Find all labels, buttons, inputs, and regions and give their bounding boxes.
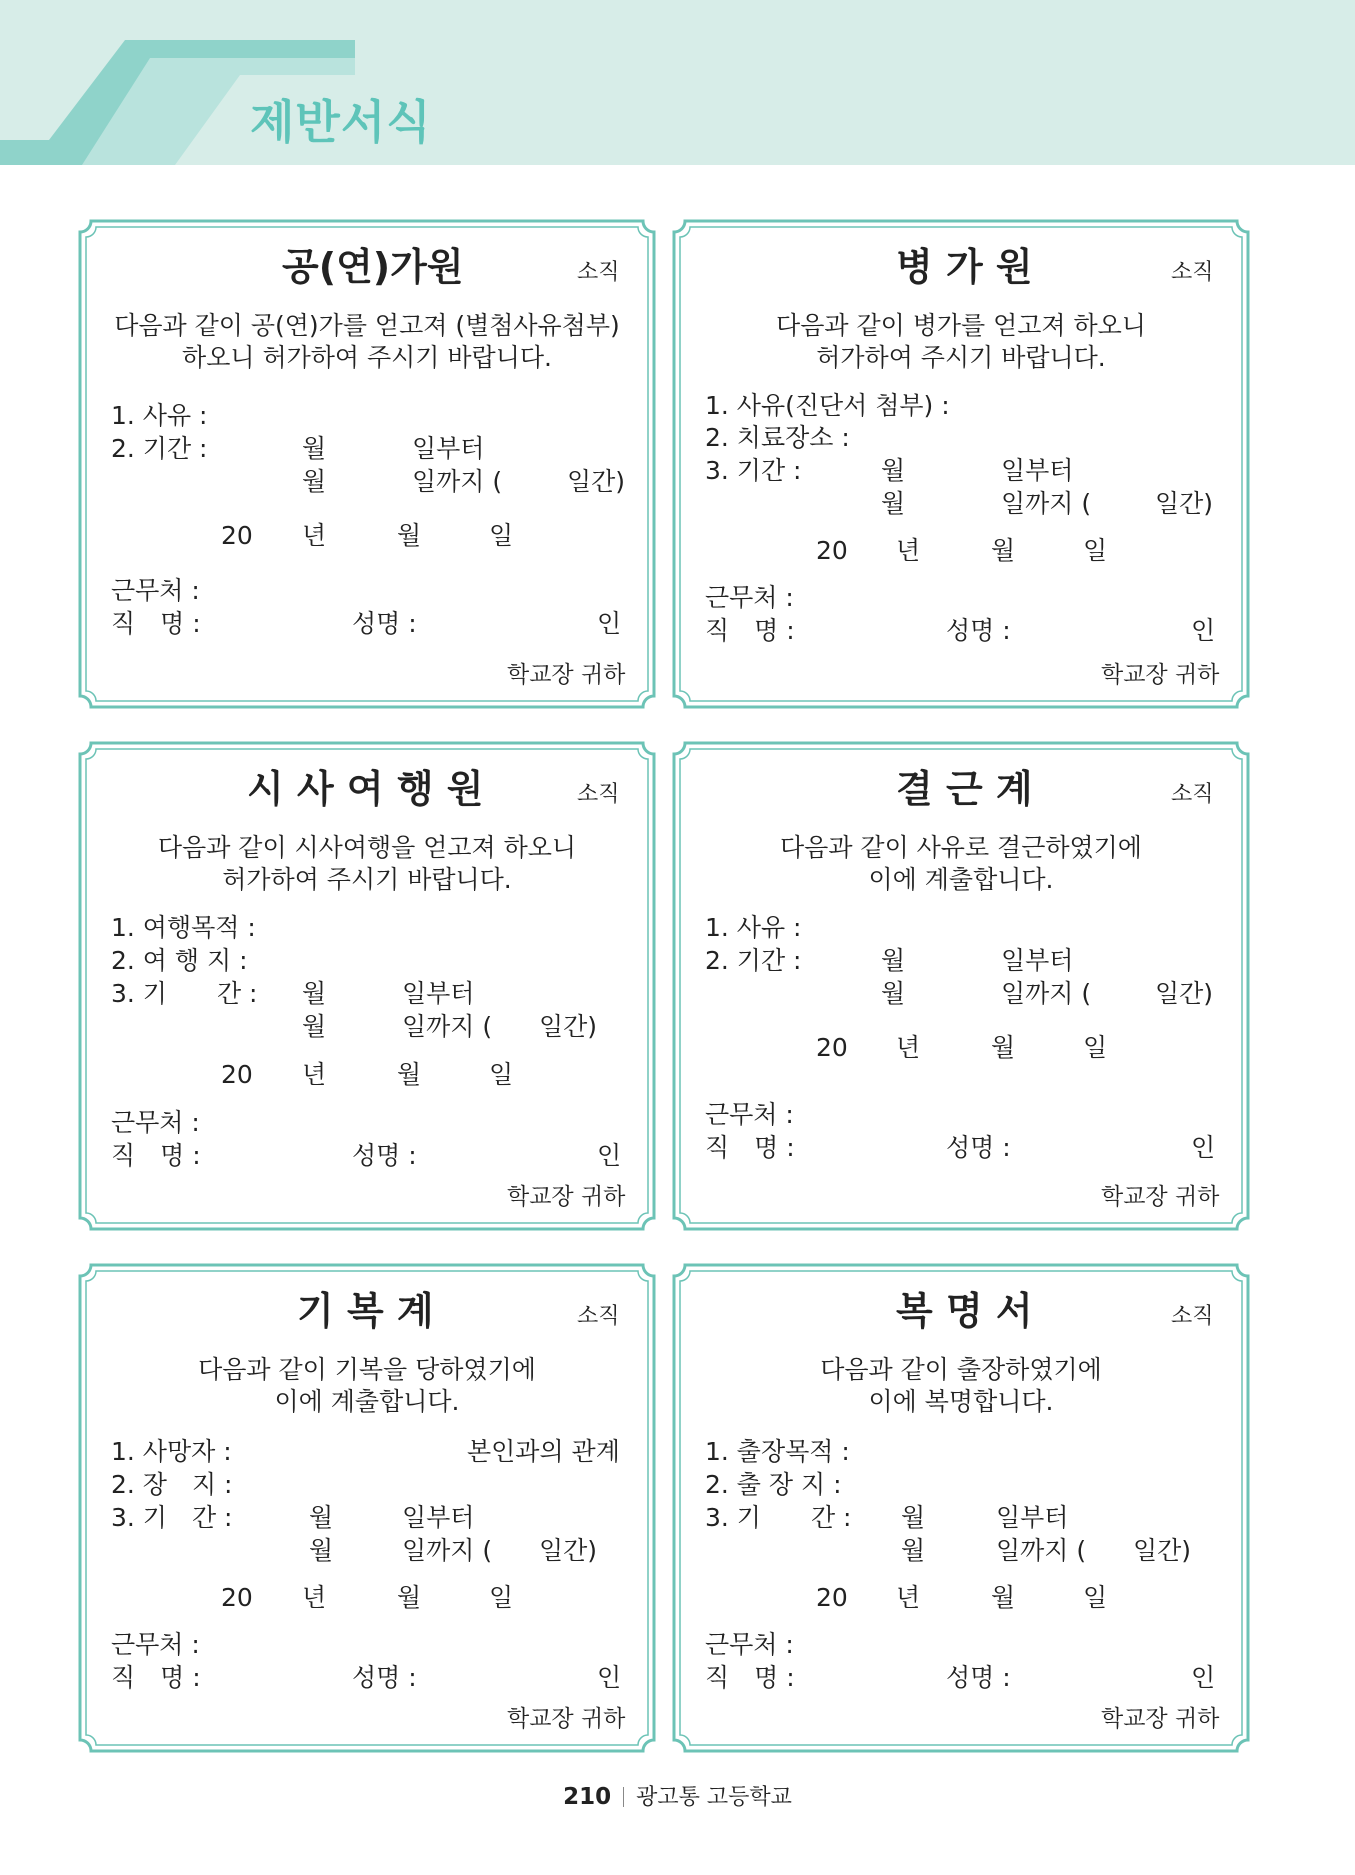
seal-mark: 인 (597, 609, 622, 638)
name-field: 성명 : (946, 616, 1011, 645)
item-trip-place: 2. 출 장 지 : (705, 1470, 842, 1499)
date-year-label: 년 (302, 1060, 327, 1089)
item-reason: 1. 사유 : (111, 401, 208, 430)
form-title: 결 근 계 (896, 767, 1033, 811)
page-number: 210 (563, 1784, 612, 1810)
date-month-label: 월 (991, 536, 1016, 565)
date-year-label: 년 (302, 521, 327, 550)
affiliation-label: 소직 (1171, 260, 1214, 285)
intro-line-1: 다음과 같이 공(연)가를 얻고져 (별첨사유첨부) (114, 311, 620, 340)
intro-line-2: 이에 복명합니다. (868, 1387, 1054, 1416)
item-treatment-place: 2. 치료장소 : (705, 423, 850, 452)
relation-label: 본인과의 관계 (467, 1437, 620, 1466)
affiliation-label: 소직 (1171, 782, 1214, 807)
date-month-label: 월 (397, 1583, 422, 1612)
period-from-label: 일부터 (402, 979, 475, 1008)
footer-divider (623, 1787, 624, 1807)
recipient-label: 학교장 귀하 (1101, 662, 1220, 688)
workplace-field: 근무처 : (705, 1630, 794, 1659)
intro-line-2: 이에 계출합니다. (868, 865, 1054, 894)
item-period: 2. 기간 : (705, 946, 802, 975)
period-from-label: 일부터 (1001, 456, 1074, 485)
date-month-label: 월 (991, 1583, 1016, 1612)
date-month-label: 월 (991, 1033, 1016, 1062)
period-month-until: 월 (302, 467, 327, 496)
date-day-label: 일 (489, 1060, 514, 1089)
workplace-field: 근무처 : (111, 1630, 200, 1659)
period-until-label: 일까지 ( (1001, 489, 1092, 518)
period-month-until: 월 (881, 489, 906, 518)
page-header (0, 0, 1355, 165)
period-until-label: 일까지 ( (412, 467, 503, 496)
workplace-field: 근무처 : (111, 1108, 200, 1137)
name-field: 성명 : (352, 609, 417, 638)
name-field: 성명 : (946, 1663, 1011, 1692)
item-funeral-place: 2. 장 지 : (111, 1470, 233, 1499)
intro-line-2: 허가하여 주시기 바랍니다. (222, 865, 512, 894)
page-footer (0, 1780, 1355, 1811)
name-field: 성명 : (946, 1133, 1011, 1162)
date-month-label: 월 (397, 1060, 422, 1089)
period-until-label: 일까지 ( (402, 1012, 493, 1041)
period-from-label: 일부터 (996, 1503, 1069, 1532)
form-title: 복 명 서 (896, 1289, 1033, 1333)
period-month-from: 월 (302, 434, 327, 463)
form-card-trip-report (671, 1262, 1251, 1754)
intro-line-2: 이에 계출합니다. (274, 1387, 460, 1416)
form-card-sick-leave (671, 218, 1251, 710)
date-year-label: 년 (302, 1583, 327, 1612)
intro-line-2: 허가하여 주시기 바랍니다. (816, 343, 1106, 372)
recipient-label: 학교장 귀하 (1101, 1184, 1220, 1210)
header-stripes (0, 0, 1355, 165)
item-deceased: 1. 사망자 : (111, 1437, 232, 1466)
period-from-label: 일부터 (1001, 946, 1074, 975)
recipient-label: 학교장 귀하 (507, 662, 626, 688)
form-card-official-leave (77, 218, 657, 710)
form-card-current-affairs-trip (77, 740, 657, 1232)
name-field: 성명 : (352, 1663, 417, 1692)
school-name: 광고통 고등학교 (636, 1785, 792, 1810)
intro-line-1: 다음과 같이 병가를 얻고져 하오니 (776, 311, 1146, 340)
job-title-field: 직 명 : (705, 1663, 795, 1692)
period-month-from: 월 (881, 456, 906, 485)
seal-mark: 인 (597, 1141, 622, 1170)
intro-line-2: 하오니 허가하여 주시기 바랍니다. (182, 343, 552, 372)
item-reason: 1. 사유(진단서 첨부) : (705, 391, 950, 420)
period-month-until: 월 (302, 1012, 327, 1041)
period-month-from: 월 (901, 1503, 926, 1532)
date-month-label: 월 (397, 521, 422, 550)
date-year: 20 (816, 1583, 848, 1612)
item-purpose: 1. 여행목적 : (111, 913, 256, 942)
period-days-label: 일간) (1133, 1536, 1192, 1565)
item-reason: 1. 사유 : (705, 913, 802, 942)
intro-line-1: 다음과 같이 사유로 결근하였기에 (780, 833, 1142, 862)
recipient-label: 학교장 귀하 (507, 1184, 626, 1210)
period-days-label: 일간) (1155, 979, 1214, 1008)
period-month-from: 월 (302, 979, 327, 1008)
date-day-label: 일 (1083, 1583, 1108, 1612)
period-month-until: 월 (881, 979, 906, 1008)
job-title-field: 직 명 : (111, 609, 201, 638)
date-year: 20 (221, 1583, 253, 1612)
workplace-field: 근무처 : (705, 583, 794, 612)
period-until-label: 일까지 ( (996, 1536, 1087, 1565)
date-year: 20 (816, 1033, 848, 1062)
period-days-label: 일간) (539, 1536, 598, 1565)
intro-line-1: 다음과 같이 시사여행을 얻고져 하오니 (157, 833, 577, 862)
affiliation-label: 소직 (1171, 1304, 1214, 1329)
date-day-label: 일 (1083, 1033, 1108, 1062)
period-until-label: 일까지 ( (1001, 979, 1092, 1008)
seal-mark: 인 (1191, 1663, 1216, 1692)
item-period: 3. 기 간 : (111, 979, 258, 1008)
date-day-label: 일 (489, 521, 514, 550)
period-until-label: 일까지 ( (402, 1536, 493, 1565)
form-title: 공(연)가원 (282, 245, 464, 289)
period-month-from: 월 (881, 946, 906, 975)
seal-mark: 인 (1191, 616, 1216, 645)
workplace-field: 근무처 : (111, 576, 200, 605)
affiliation-label: 소직 (577, 260, 620, 285)
seal-mark: 인 (1191, 1133, 1216, 1162)
item-period: 3. 기 간 : (705, 1503, 852, 1532)
item-trip-purpose: 1. 출장목적 : (705, 1437, 850, 1466)
item-period: 3. 기간 : (705, 456, 802, 485)
form-title: 시 사 여 행 원 (247, 767, 484, 811)
job-title-field: 직 명 : (705, 616, 795, 645)
form-card-mourning-report (77, 1262, 657, 1754)
job-title-field: 직 명 : (111, 1141, 201, 1170)
item-period: 2. 기간 : (111, 434, 208, 463)
date-year-label: 년 (896, 1033, 921, 1062)
date-year: 20 (816, 536, 848, 565)
period-from-label: 일부터 (402, 1503, 475, 1532)
job-title-field: 직 명 : (705, 1133, 795, 1162)
section-title: 제반서식 (250, 95, 432, 149)
form-title: 기 복 계 (297, 1289, 434, 1333)
intro-line-1: 다음과 같이 출장하였기에 (820, 1355, 1102, 1384)
affiliation-label: 소직 (577, 1304, 620, 1329)
date-year-label: 년 (896, 1583, 921, 1612)
affiliation-label: 소직 (577, 782, 620, 807)
period-month-from: 월 (309, 1503, 334, 1532)
recipient-label: 학교장 귀하 (507, 1706, 626, 1732)
seal-mark: 인 (597, 1663, 622, 1692)
job-title-field: 직 명 : (111, 1663, 201, 1692)
period-month-until: 월 (309, 1536, 334, 1565)
recipient-label: 학교장 귀하 (1101, 1706, 1220, 1732)
intro-line-1: 다음과 같이 기복을 당하였기에 (198, 1355, 536, 1384)
item-period: 3. 기 간 : (111, 1503, 233, 1532)
period-days-label: 일간) (539, 1012, 598, 1041)
form-title: 병 가 원 (896, 245, 1033, 289)
workplace-field: 근무처 : (705, 1100, 794, 1129)
period-from-label: 일부터 (412, 434, 485, 463)
date-year: 20 (221, 1060, 253, 1089)
period-days-label: 일간) (1155, 489, 1214, 518)
item-destination: 2. 여 행 지 : (111, 946, 248, 975)
date-year-label: 년 (896, 536, 921, 565)
date-day-label: 일 (1083, 536, 1108, 565)
period-days-label: 일간) (567, 467, 626, 496)
period-month-until: 월 (901, 1536, 926, 1565)
date-day-label: 일 (489, 1583, 514, 1612)
form-card-absence-report (671, 740, 1251, 1232)
name-field: 성명 : (352, 1141, 417, 1170)
date-year: 20 (221, 521, 253, 550)
